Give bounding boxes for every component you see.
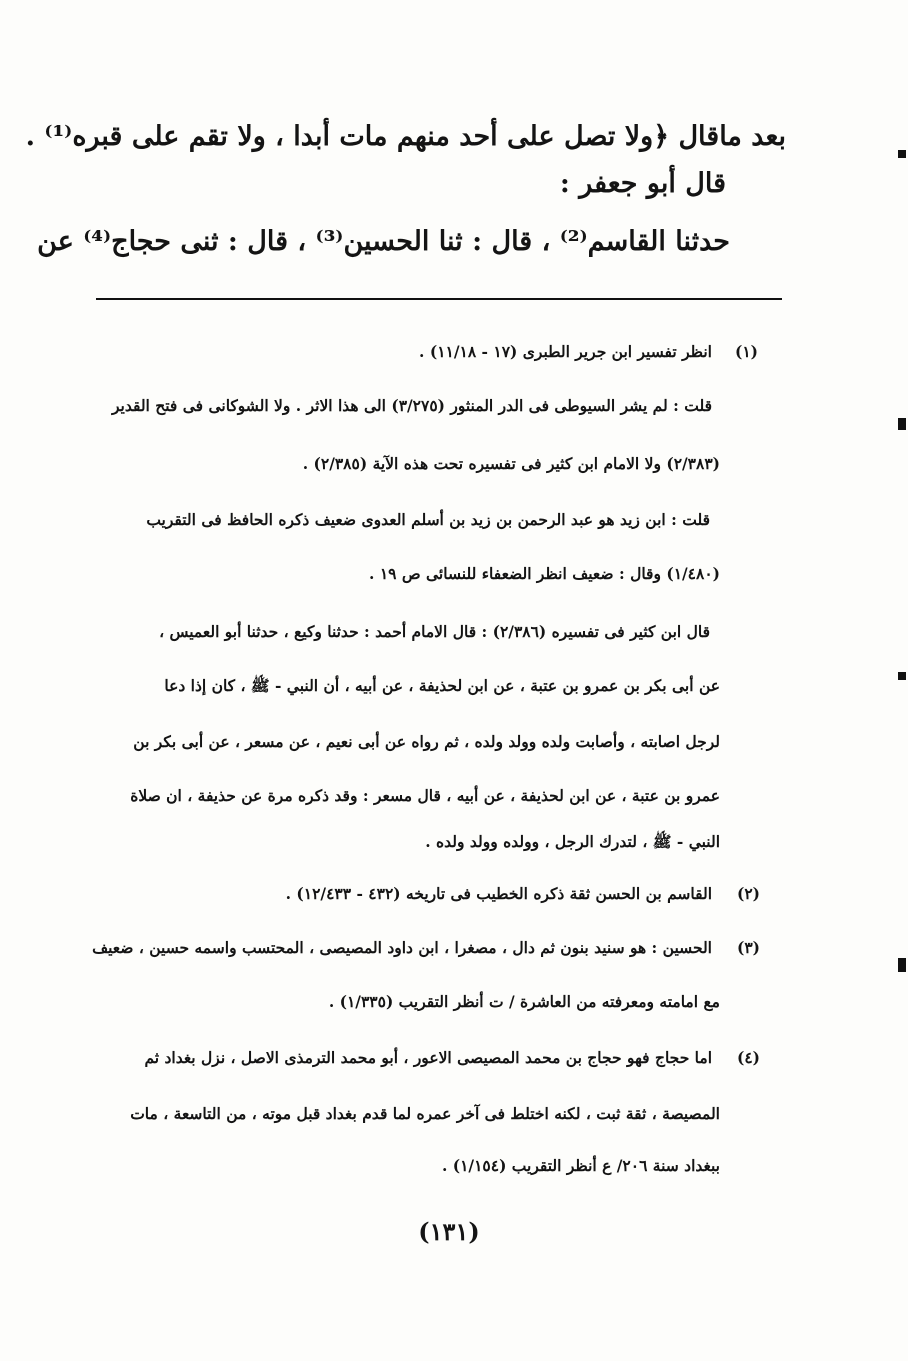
main-text-line-3: حدثنا القاسم⁽²⁾ ، قال : ثنا الحسين⁽³⁾ ، قال : ثنى حجاج⁽⁴⁾ عن <box>37 226 730 257</box>
footnote-1-line-7: عن أبى بكر بن عمرو بن عتبة ، عن ابن لحذيفة ، عن أبيه ، أن النبي - ﷺ ، كان إذا دعا <box>164 676 720 695</box>
footnote-number-4: (٤) <box>736 1048 760 1067</box>
footnote-number-2: (٢) <box>736 884 760 903</box>
scan-edge-mark <box>898 672 906 680</box>
scan-edge-mark <box>898 958 906 972</box>
main-text-line-2: قال أبو جعفر : <box>559 168 726 199</box>
footnote-1-line-9: عمرو بن عتبة ، عن ابن لحذيفة ، عن أبيه ، قال مسعر : وقد ذكره مرة عن حذيفة ، ان صلاة <box>130 786 720 805</box>
footnote-1-line-4: قلت : ابن زيد هو عبد الرحمن بن زيد بن أسلم العدوى ضعيف ذكره الحافظ فى التقريب <box>146 510 710 529</box>
footnote-1-line-6: قال ابن كثير فى تفسيره (٢/٣٨٦) : قال الامام أحمد : حدثنا وكيع ، حدثنا أبو العميس ، <box>159 622 710 641</box>
footnote-1-line-3: (٢/٣٨٣) ولا الامام ابن كثير فى تفسيره تحت هذه الآية (٢/٣٨٥) . <box>302 454 720 473</box>
footnote-3-line-2: مع امامته ومعرفته من العاشرة / ت أنظر التقريب (١/٣٣٥) . <box>328 992 720 1011</box>
footnote-3-line-1: الحسين : هو سنيد بنون ثم دال ، مصغرا ، ابن داود المصيصى ، المحتسب واسمه حسين ، ضعيف <box>92 938 712 957</box>
footnote-separator <box>96 298 782 300</box>
footnote-4-line-2: المصيصة ، ثقة ثبت ، لكنه اختلط فى آخر عمره لما قدم بغداد قبل موته ، من التاسعة ، مات <box>130 1104 720 1123</box>
footnote-4-line-3: ببغداد سنة ٢٠٦/ ع أنظر التقريب (١/١٥٤) . <box>441 1156 720 1175</box>
footnote-number-3: (٣) <box>736 938 760 957</box>
page-number: (١٣١) <box>418 1217 480 1246</box>
main-text-line-1: بعد ماقال ﴿ولا تصل على أحد منهم مات أبدا ، ولا تقم على قبره⁽¹⁾ . <box>25 121 786 152</box>
footnote-4-line-1: اما حجاج فهو حجاج بن محمد المصيصى الاعور ، أبو محمد الترمذى الاصل ، نزل بغداد ثم <box>144 1048 712 1067</box>
footnote-1-line-5: (١/٤٨٠) وقال : ضعيف انظر الضعفاء للنسائى ص ١٩ . <box>369 564 720 583</box>
scan-edge-mark <box>898 150 906 158</box>
footnote-number-1: (١) <box>734 342 758 361</box>
footnote-1-line-8: لرجل اصابته ، وأصابت ولده وولد ولده ، ثم رواه عن أبى نعيم ، عن مسعر ، عن أبى بكر بن <box>133 732 720 751</box>
footnote-2-line-1: القاسم بن الحسن ثقة ذكره الخطيب فى تاريخه (٤٣٢ - ١٢/٤٣٣) . <box>285 884 712 903</box>
scan-edge-mark <box>898 418 906 430</box>
footnote-1-line-2: قلت : لم يشر السيوطى فى الدر المنثور (٣/٢٧٥) الى هذا الاثر . ولا الشوكانى فى فتح القدير <box>111 396 712 415</box>
footnote-1-line-1: انظر تفسير ابن جرير الطبرى (١٧ - ١١/١٨) . <box>419 342 712 361</box>
footnote-1-line-10: النبي - ﷺ ، لتدرك الرجل ، وولده وولد ولده . <box>425 832 720 851</box>
